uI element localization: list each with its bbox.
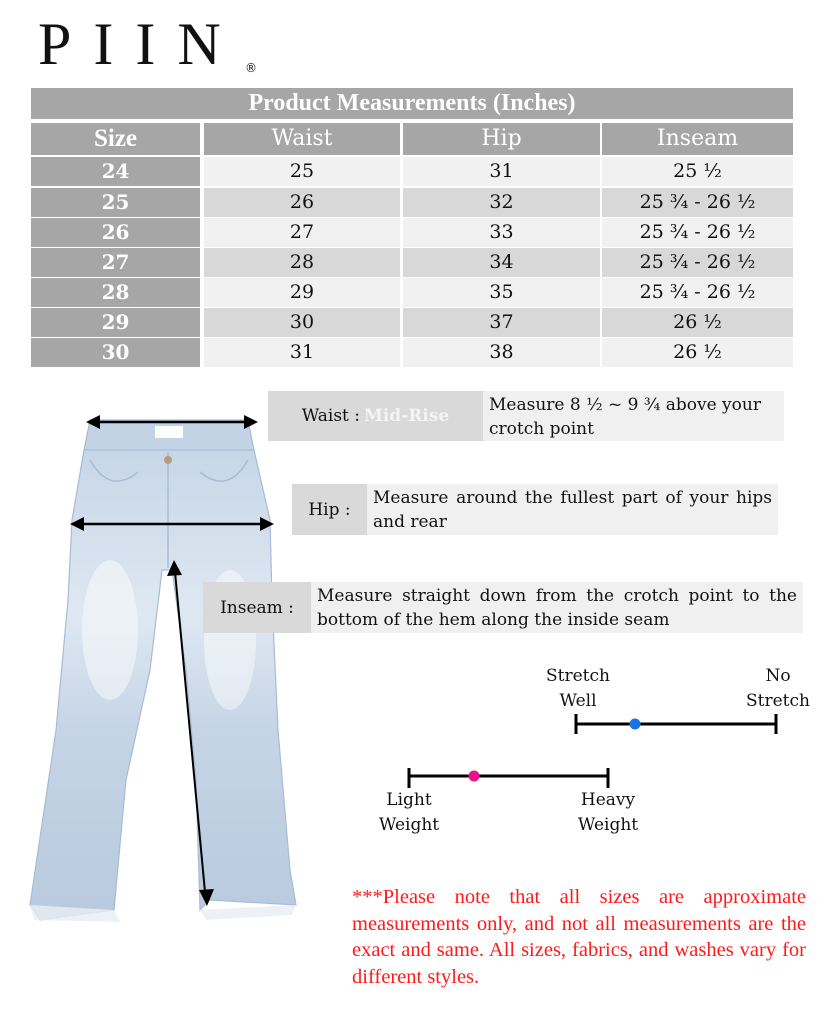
- cell-hip: 31: [403, 157, 600, 186]
- table-row: [31, 218, 793, 247]
- header-hip: Hip: [403, 123, 600, 155]
- table-row: [31, 157, 793, 186]
- brand-logo: [38, 11, 257, 77]
- cell-size: 24: [31, 157, 200, 186]
- table-header-row: [31, 123, 793, 155]
- inseam-guide-description: Measure straight down from the crotch point to the bottom of the hem along the inside seam: [311, 582, 803, 633]
- cell-hip: 33: [403, 218, 600, 247]
- cell-hip: 32: [403, 188, 600, 217]
- header-waist: Waist: [204, 123, 400, 155]
- table-row: [31, 338, 793, 367]
- table-title: Product Measurements (Inches): [31, 88, 793, 119]
- no-stretch-label: No Stretch: [746, 666, 810, 711]
- cell-inseam: 25 ¾ - 26 ½: [602, 188, 793, 217]
- header-size: Size: [31, 123, 200, 155]
- cell-size: 25: [31, 188, 200, 217]
- cell-hip: 34: [403, 248, 600, 277]
- cell-size: 28: [31, 278, 200, 307]
- header-inseam: Inseam: [602, 123, 793, 155]
- waist-guide-description: Measure 8 ½ ~ 9 ¾ above your crotch point: [483, 391, 784, 441]
- cell-inseam: 25 ¾ - 26 ½: [602, 218, 793, 247]
- cell-size: 27: [31, 248, 200, 277]
- table-row: [31, 188, 793, 217]
- cell-waist: 29: [204, 278, 400, 307]
- cell-size: 29: [31, 308, 200, 337]
- stretch-marker-icon: [630, 719, 641, 730]
- heavy-weight-label: Heavy Weight: [577, 790, 639, 835]
- rise-type: Mid-Rise: [364, 406, 450, 426]
- cell-inseam: 26 ½: [602, 308, 793, 337]
- inseam-guide: [203, 582, 803, 633]
- cell-waist: 30: [204, 308, 400, 337]
- cell-inseam: 25 ¾ - 26 ½: [602, 278, 793, 307]
- waist-guide: [268, 391, 784, 441]
- hip-guide-description: Measure around the fullest part of your hips and rear: [367, 484, 778, 535]
- cell-waist: 27: [204, 218, 400, 247]
- hip-guide-label: Hip :: [292, 484, 367, 535]
- cell-hip: 35: [403, 278, 600, 307]
- brand-name: PIIN: [38, 11, 243, 77]
- stretch-well-label: Stretch Well: [546, 666, 610, 711]
- stretch-scale-bar: [570, 710, 782, 738]
- weight-marker-icon: [469, 771, 480, 782]
- jeans-illustration: [10, 400, 300, 930]
- cell-size: 30: [31, 338, 200, 367]
- table-row: [31, 308, 793, 337]
- cell-waist: 25: [204, 157, 400, 186]
- cell-hip: 38: [403, 338, 600, 367]
- cell-inseam: 26 ½: [602, 338, 793, 367]
- cell-inseam: 25 ½: [602, 157, 793, 186]
- registered-mark: ®: [245, 61, 257, 75]
- cell-waist: 31: [204, 338, 400, 367]
- cell-inseam: 25 ¾ - 26 ½: [602, 248, 793, 277]
- waist-guide-label: Waist : Mid-Rise: [268, 391, 483, 441]
- table-row: [31, 278, 793, 307]
- hip-guide: [292, 484, 778, 535]
- cell-size: 26: [31, 218, 200, 247]
- light-weight-label: Light Weight: [378, 790, 440, 835]
- inseam-guide-label: Inseam :: [203, 582, 311, 633]
- cell-waist: 28: [204, 248, 400, 277]
- table-row: [31, 248, 793, 277]
- disclaimer-note: ***Please note that all sizes are approximate measurements only, and not all measurements are the exact and same. All sizes, fabrics, and washes vary for different styles.: [352, 886, 806, 988]
- cell-waist: 26: [204, 188, 400, 217]
- cell-hip: 37: [403, 308, 600, 337]
